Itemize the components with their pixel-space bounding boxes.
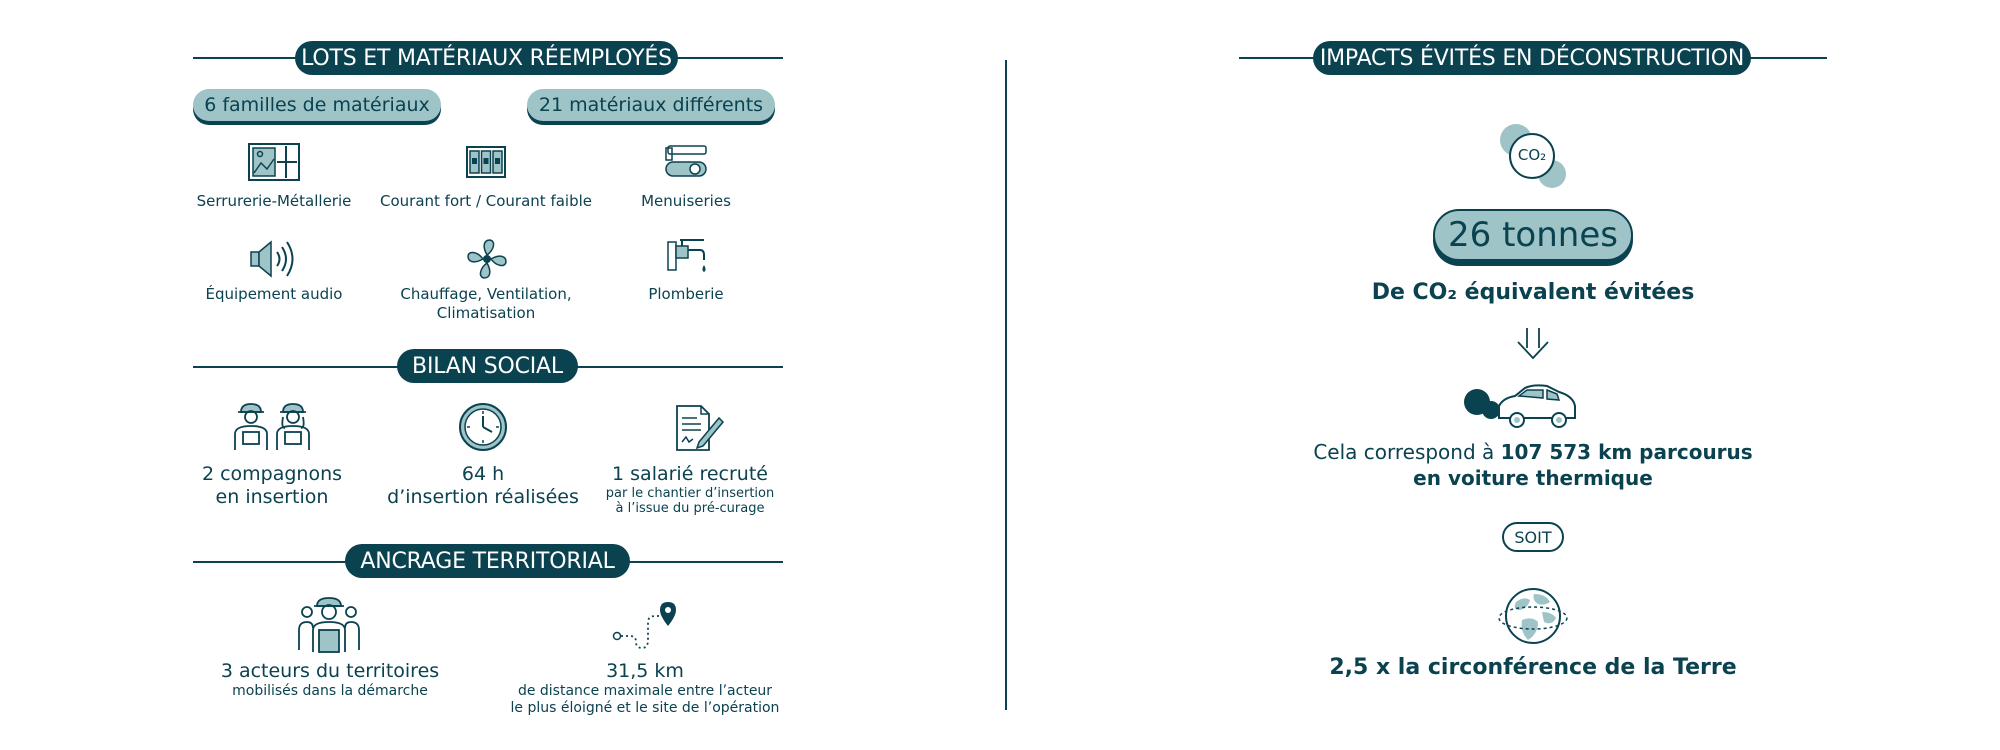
faucet-icon bbox=[666, 238, 706, 280]
employee-sub2: à l’issue du pré-curage bbox=[615, 501, 765, 517]
category-cvc bbox=[376, 286, 596, 321]
hours-line2: d’insertion réalisées bbox=[387, 485, 579, 508]
territorial-title: ANCRAGE TERRITORIAL bbox=[345, 544, 630, 578]
car-icon bbox=[1463, 382, 1579, 430]
co2-icon bbox=[1498, 122, 1566, 190]
workers-icon bbox=[231, 402, 313, 452]
hours-text bbox=[378, 464, 588, 508]
co2-icon-text: CO₂ bbox=[1517, 146, 1547, 164]
companions-line2: en insertion bbox=[215, 485, 329, 508]
social-title: BILAN SOCIAL bbox=[397, 349, 578, 383]
earth-text: 2,5 x la circonférence de la Terre bbox=[1329, 655, 1737, 680]
speaker-icon bbox=[249, 238, 299, 280]
companions-text bbox=[172, 464, 372, 508]
door-handle-icon bbox=[665, 145, 707, 181]
fan-icon bbox=[466, 238, 508, 280]
car-line1-bold: 107 573 km parcourus bbox=[1500, 440, 1753, 464]
lots-title: LOTS ET MATÉRIAUX RÉEMPLOYÉS bbox=[295, 41, 678, 75]
category-audio: Équipement audio bbox=[205, 285, 343, 303]
co2-label: De CO₂ équivalent évitées bbox=[1371, 280, 1695, 305]
distance-line1: 31,5 km bbox=[606, 660, 684, 682]
contract-icon bbox=[675, 404, 725, 452]
team-icon bbox=[297, 596, 361, 654]
car-line1-pre: Cela correspond à bbox=[1313, 440, 1501, 464]
window-frame-icon bbox=[248, 143, 300, 181]
circuit-breaker-icon bbox=[466, 143, 506, 181]
distance-sub bbox=[490, 684, 800, 717]
car-line1 bbox=[1283, 441, 1783, 463]
arrow-down-icon bbox=[1516, 326, 1550, 360]
category-serrurerie: Serrurerie-Métallerie bbox=[196, 192, 352, 210]
employee-line1: 1 salarié recruté bbox=[612, 463, 768, 485]
car-line2: en voiture thermique bbox=[1413, 466, 1653, 490]
actors-sub: mobilisés dans la démarche bbox=[232, 683, 428, 699]
employee-sub bbox=[580, 487, 800, 517]
hours-line1: 64 h bbox=[461, 463, 505, 485]
distance-sub2: le plus éloigné et le site de l’opération bbox=[510, 700, 780, 717]
materials-badge: 21 matériaux différents bbox=[527, 89, 775, 121]
category-cvc-line2: Climatisation bbox=[436, 303, 536, 322]
companions-line1: 2 compagnons bbox=[201, 463, 343, 485]
employee-sub1: par le chantier d’insertion bbox=[605, 486, 775, 501]
actors-line1: 3 acteurs du territoires bbox=[220, 660, 440, 682]
families-badge: 6 familles de matériaux bbox=[193, 89, 441, 121]
distance-sub1: de distance maximale entre l’acteur bbox=[517, 683, 773, 699]
category-cvc-line1: Chauffage, Ventilation, bbox=[400, 285, 572, 303]
earth-icon bbox=[1498, 586, 1568, 646]
clock-icon bbox=[458, 402, 508, 452]
impacts-title: IMPACTS ÉVITÉS EN DÉCONSTRUCTION bbox=[1313, 41, 1751, 75]
category-courant: Courant fort / Courant faible bbox=[380, 192, 592, 210]
column-divider bbox=[1005, 60, 1007, 710]
category-menuiseries: Menuiseries bbox=[641, 192, 731, 210]
route-pin-icon bbox=[612, 600, 678, 652]
tonnes-badge: 26 tonnes bbox=[1433, 209, 1633, 261]
category-plomberie: Plomberie bbox=[648, 285, 724, 303]
soit-badge: SOIT bbox=[1502, 522, 1564, 552]
